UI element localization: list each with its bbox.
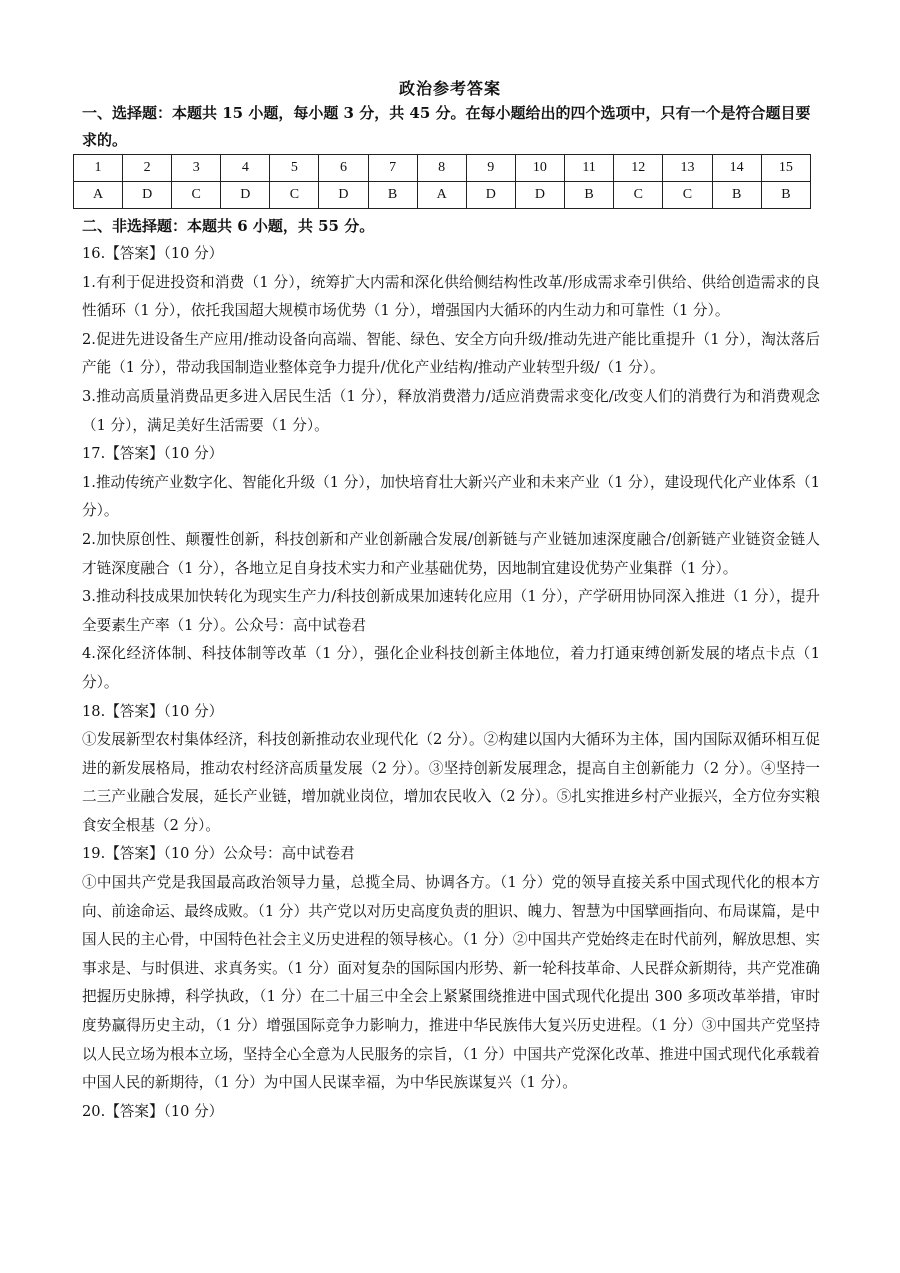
section-choice-heading: 一、选择题：本题共 15 小题，每小题 3 分，共 45 分。在每小题给出的四个选项中，只有一个是符合题目要求的。 (82, 104, 811, 149)
answer-table (73, 154, 811, 209)
question-number-cell: 9 (466, 155, 515, 182)
page-title: 政治参考答案 (398, 79, 501, 98)
answer-letter-cell: C (663, 182, 712, 209)
q17-point-1: 1.推动传统产业数字化、智能化升级（1 分），加快培育壮大新兴产业和未来产业（1 分），建设现代化产业体系（1 分）。 (82, 473, 820, 520)
answer-body (82, 240, 820, 1126)
question-number-cell: 2 (123, 155, 172, 182)
section-nonchoice-heading: 二、非选择题：本题共 6 小题，共 55 分。 (82, 217, 375, 235)
q17-point-4: 4.深化经济体制、科技体制等改革（1 分），强化企业科技创新主体地位，着力打通束缚创新发展的堵点卡点（1 分）。 (82, 645, 820, 691)
answer-table-answer-row (74, 182, 811, 209)
question-number-cell: 7 (368, 155, 417, 182)
q17-point-2: 2.加快原创性、颠覆性创新，科技创新和产业创新融合发展/创新链与产业链加速深度融合/创新链产业链资金链人才链深度融合（1 分），各地立足自身技术实力和产业基础优势，因地制宜建设优势产业集群（1 分）。 (82, 530, 820, 577)
answer-letter-cell: D (319, 182, 368, 209)
q17-heading: 17.【答案】（10 分） (82, 445, 224, 463)
answer-letter-cell: D (466, 182, 515, 209)
answer-letter-cell: A (417, 182, 466, 209)
q20-heading: 20.【答案】（10 分） (82, 1102, 224, 1120)
q18-heading: 18.【答案】（10 分） (82, 702, 224, 720)
answer-letter-cell: C (172, 182, 221, 209)
question-number-cell: 3 (172, 155, 221, 182)
q16-point-2: 2.促进先进设备生产应用/推动设备向高端、智能、绿色、安全方向升级/推动先进产能比重提升（1 分），淘汰落后产能（1 分），带动我国制造业整体竞争力提升/优化产业结构/推动产业转型升级/（1 分）。 (82, 330, 820, 377)
q17-point-3: 3.推动科技成果加快转化为现实生产力/科技创新成果加速转化应用（1 分），产学研用协同深入推进（1 分），提升全要素生产率（1 分）。公众号：高中试卷君 (82, 588, 820, 634)
answer-letter-cell: B (712, 182, 761, 209)
question-number-cell: 4 (221, 155, 270, 182)
question-number-cell: 15 (761, 155, 810, 182)
answer-table-number-row (74, 155, 811, 182)
q18-answer: ①发展新型农村集体经济，科技创新推动农业现代化（2 分）。②构建以国内大循环为主体，国内国际双循环相互促进的新发展格局，推动农村经济高质量发展（2 分）。③坚持创新发展理念，提高自主创新能力（2 分）。④坚持一二三产业融合发展，延长产业链，增加就业岗位，增加农民收入（2 分）。⑤扎实推进乡村产业振兴，全方位夯实粮食安全根基（2 分）。 (82, 731, 820, 834)
question-number-cell: 13 (663, 155, 712, 182)
answer-letter-cell: C (614, 182, 663, 209)
q16-point-1: 1.有利于促进投资和消费（1 分），统筹扩大内需和深化供给侧结构性改革/形成需求牵引供给、供给创造需求的良性循环（1 分），依托我国超大规模市场优势（1 分），增强国内大循环的内生动力和可靠性（1 分）。 (82, 273, 820, 320)
question-number-cell: 12 (614, 155, 663, 182)
q16-heading: 16.【答案】（10 分） (82, 245, 224, 262)
question-number-cell: 6 (319, 155, 368, 182)
question-number-cell: 1 (74, 155, 123, 182)
question-number-cell: 11 (564, 155, 613, 182)
answer-letter-cell: C (270, 182, 319, 209)
question-number-cell: 10 (515, 155, 564, 182)
q19-answer: ①中国共产党是我国最高政治领导力量，总揽全局、协调各方。（1 分）党的领导直接关系中国式现代化的根本方向、前途命运、最终成败。（1 分）共产党以对历史高度负责的胆识、魄力、智慧为中国擘画指向、布局谋篇，是中国人民的主心骨，中国特色社会主义历史进程的领导核心。（1 分）②中国共产党始终走在时代前列，解放思想、实事求是、与时俱进、求真务实。（1 分）面对复杂的国际国内形势、新一轮科技革命、人民群众新期待，共产党准确把握历史脉搏，科学执政，（1 分）在二十届三中全会上紧紧围绕推进中国式现代化提出 300 多项改革举措，审时度势赢得历史主动，（1 分）增强国际竞争力影响力，推进中华民族伟大复兴历史进程。（1 分）③中国共产党坚持以人民立场为根本立场，坚持全心全意为人民服务的宗旨，（1 分）中国共产党深化改革、推进中国式现代化承载着中国人民的新期待，（1 分）为中国人民谋幸福，为中华民族谋复兴（1 分）。 (82, 874, 820, 1092)
question-number-cell: 14 (712, 155, 761, 182)
answer-letter-cell: D (123, 182, 172, 209)
question-number-cell: 5 (270, 155, 319, 182)
q16-point-3: 3.推动高质量消费品更多进入居民生活（1 分），释放消费潜力/适应消费需求变化/改变人们的消费行为和消费观念（1 分），满足美好生活需要（1 分）。 (82, 387, 820, 434)
question-number-cell: 8 (417, 155, 466, 182)
q19-heading: 19.【答案】（10 分）公众号：高中试卷君 (82, 845, 355, 863)
answer-letter-cell: D (221, 182, 270, 209)
answer-letter-cell: D (515, 182, 564, 209)
answer-letter-cell: B (564, 182, 613, 209)
answer-letter-cell: B (368, 182, 417, 209)
answer-letter-cell: A (74, 182, 123, 209)
answer-letter-cell: B (761, 182, 810, 209)
